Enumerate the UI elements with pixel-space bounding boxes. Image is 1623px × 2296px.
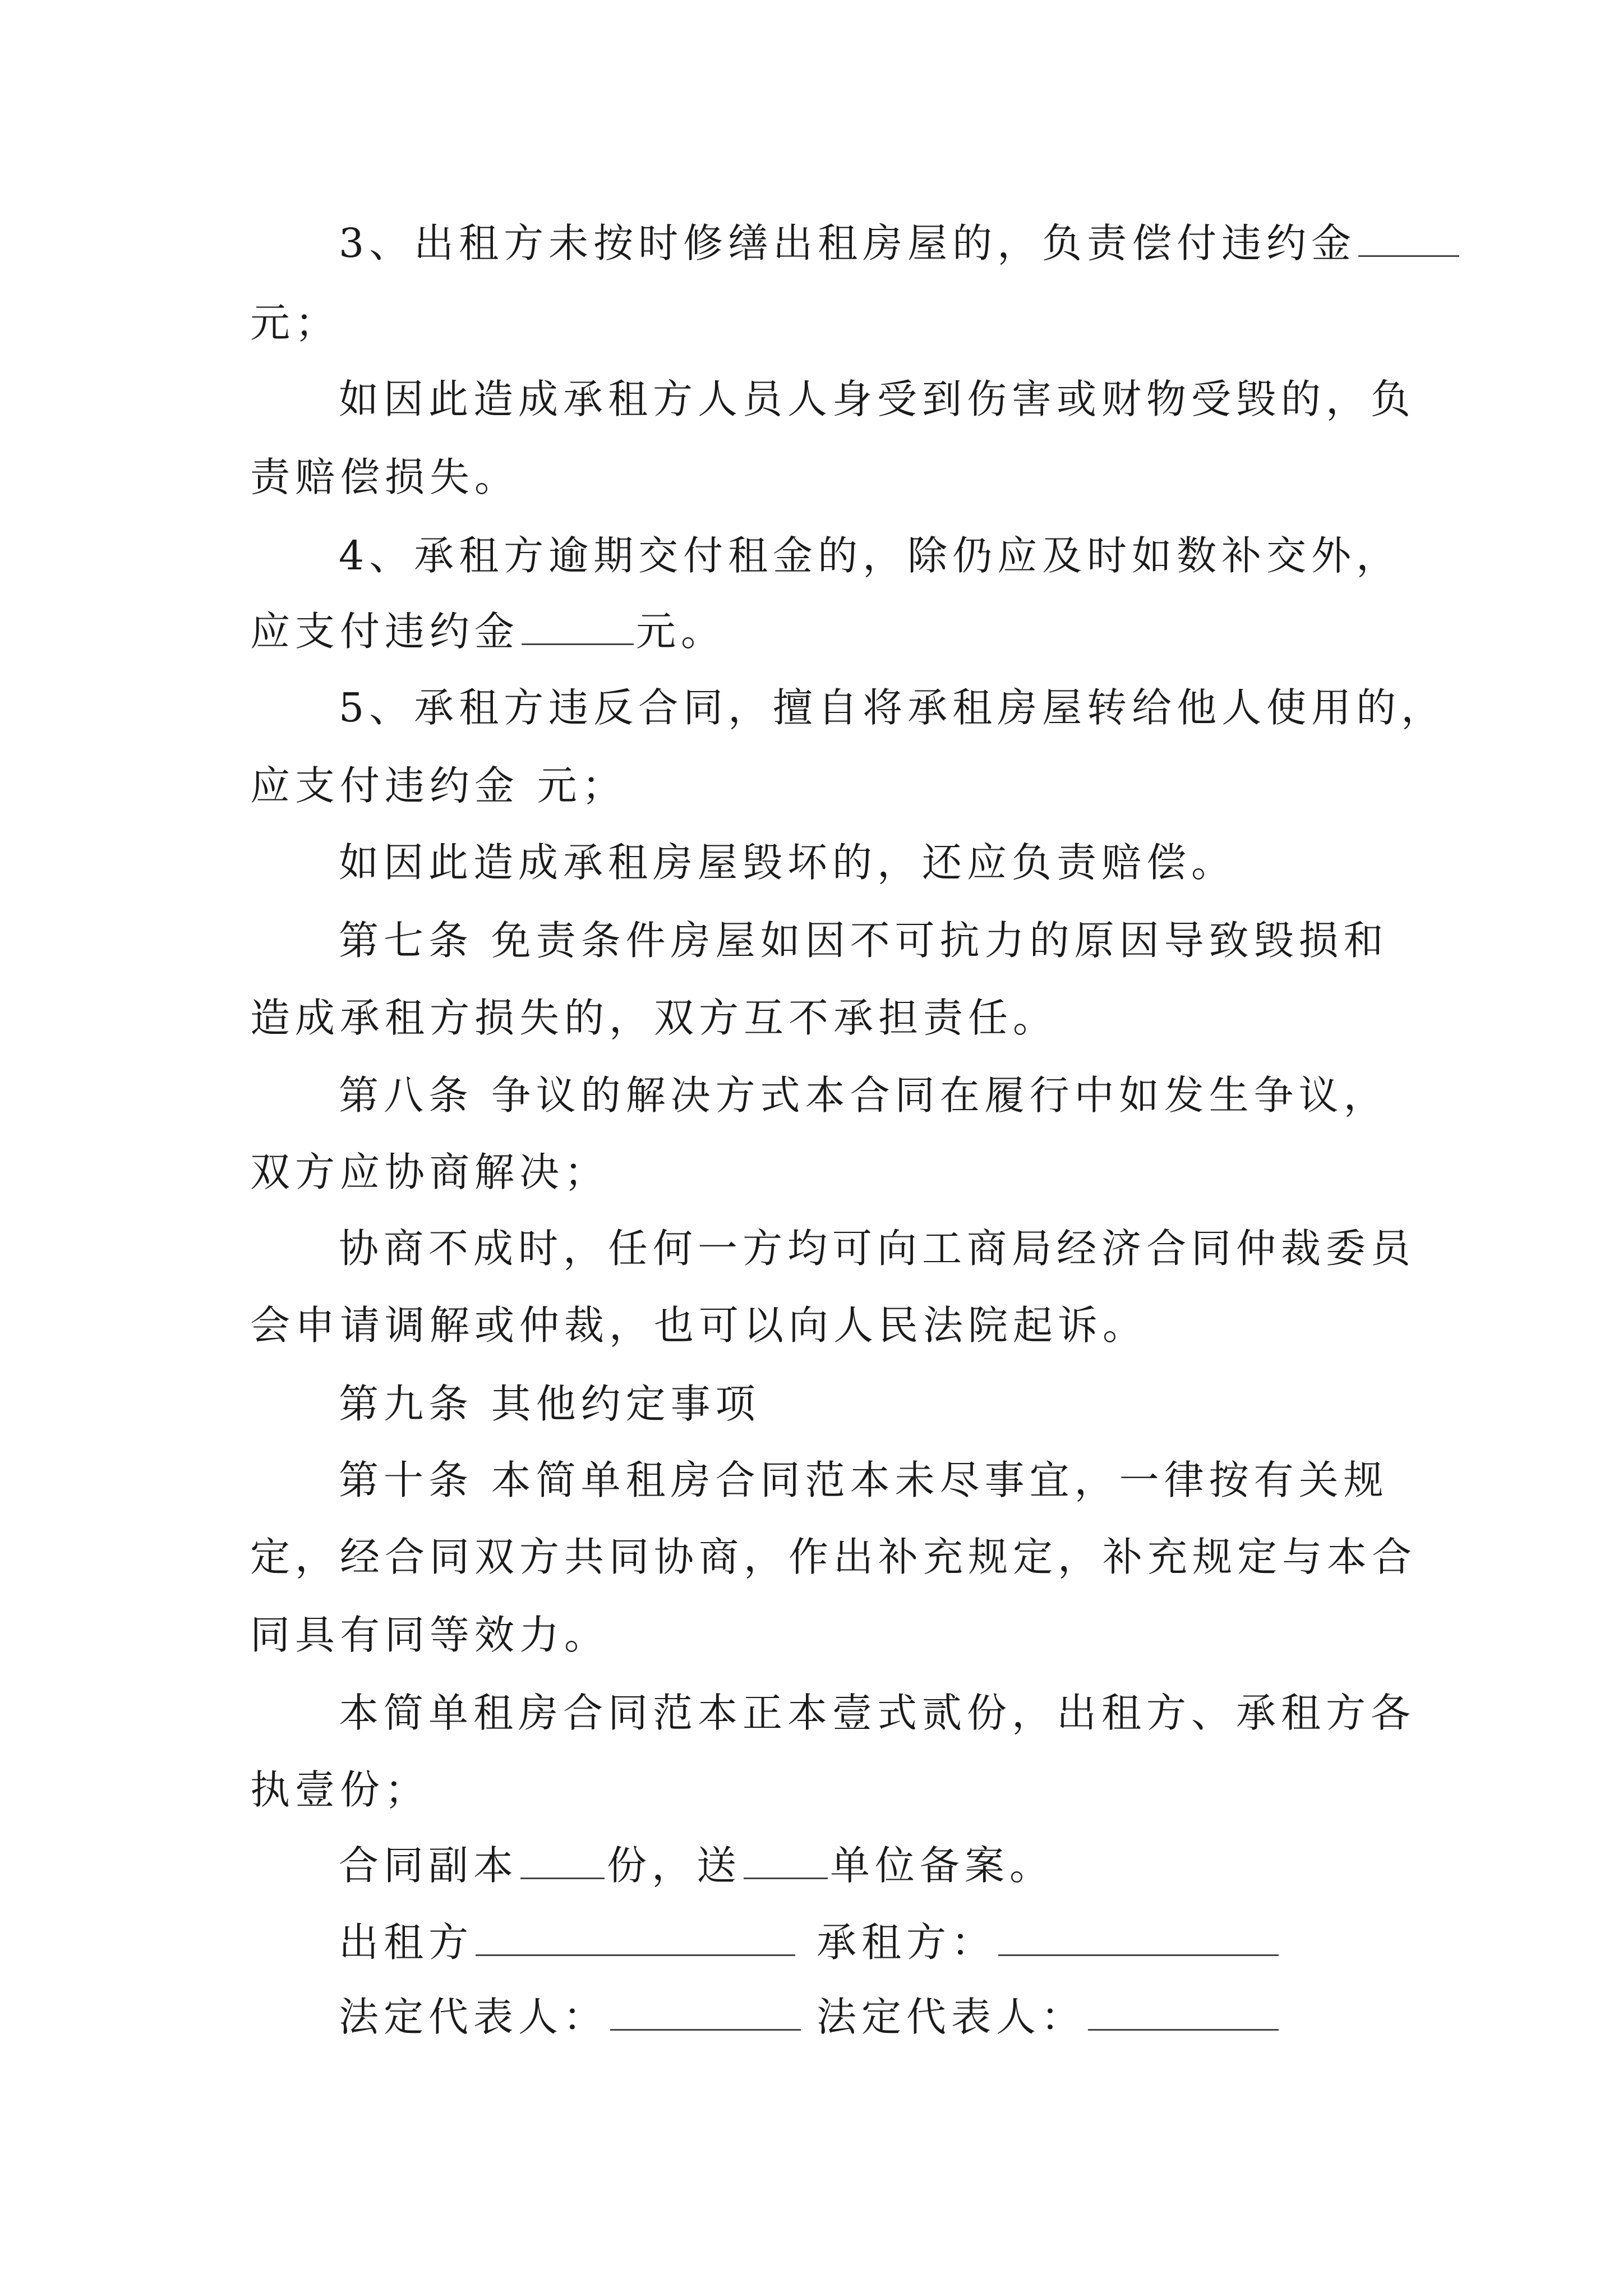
fill-in-blank — [1358, 250, 1459, 257]
text-run: 5、承租方违反合同，擅自将承租房屋转给他人使用的， — [339, 684, 1446, 731]
article-9-heading — [339, 1381, 760, 1427]
clause-line — [250, 1612, 610, 1658]
text-run: 4、承租方逾期交付租金的，除仍应及时如数补交外， — [339, 532, 1401, 579]
text-run: 3、出租方未按时修缮出租房屋的，负责偿付违约金 — [339, 220, 1357, 266]
text-run: 单位备案。 — [830, 1842, 1055, 1889]
text-run: 元； — [250, 300, 340, 346]
clause-line — [250, 1766, 430, 1813]
clause-line — [250, 1302, 1148, 1349]
text-run: 第七条 免责条件房屋如因不可抗力的原因导致毁损和 — [339, 917, 1389, 964]
text-run: 协商不成时，任何一方均可向工商局经济合同仲裁委员 — [339, 1225, 1416, 1272]
text-run: 第八条 争议的解决方式本合同在履行中如发生争议， — [339, 1072, 1389, 1119]
clause-line — [339, 1690, 1416, 1736]
clause-line — [339, 839, 1237, 886]
lessee-signature-blank — [998, 1949, 1279, 1956]
clause-line — [250, 608, 726, 655]
lessee-label: 承租方： — [817, 1919, 997, 1966]
text-run: 责赔偿损失。 — [250, 454, 520, 500]
signature-row-parties — [339, 1919, 997, 1966]
text-run: 同具有同等效力。 — [250, 1612, 610, 1658]
text-run: 应支付违约金 — [250, 608, 520, 655]
signature-row-legal-reps — [339, 1994, 1086, 2040]
article-10-heading — [339, 1457, 1389, 1503]
clause-line — [250, 300, 340, 346]
fill-in-blank — [522, 638, 634, 645]
lessor-label: 出租方 — [339, 1919, 474, 1966]
clause-line — [339, 1225, 1416, 1272]
text-run: 如因此造成承租房屋毁坏的，还应负责赔偿。 — [339, 839, 1237, 886]
clause-line — [339, 376, 1416, 422]
text-run: 第十条 本简单租房合同范本未尽事宜，一律按有关规 — [339, 1457, 1389, 1503]
article-8-heading — [339, 1072, 1389, 1119]
legal-rep-left-label: 法定代表人： — [339, 1994, 608, 2040]
legal-rep-right-label: 法定代表人： — [817, 1994, 1086, 2040]
legal-rep-right-block — [817, 1994, 1281, 2040]
article-7-heading — [339, 917, 1389, 964]
text-run: 双方应协商解决； — [250, 1149, 610, 1195]
fill-in-blank — [520, 1872, 605, 1879]
lessor-signature-blank — [476, 1949, 795, 1956]
clause-line — [339, 532, 1401, 579]
clause-line — [339, 220, 1461, 266]
clause-line — [250, 1149, 610, 1195]
lessee-block — [817, 1919, 1281, 1966]
text-run: 元。 — [636, 608, 726, 655]
legal-rep-right-blank — [1088, 2023, 1279, 2031]
legal-rep-left-blank — [610, 2023, 801, 2031]
text-run: 合同副本 — [339, 1842, 519, 1889]
fill-in-blank — [744, 1872, 828, 1879]
text-run: 定，经合同双方共同协商，作出补充规定，补充规定与本合 — [250, 1534, 1417, 1580]
text-run: 如因此造成承租方人员人身受到伤害或财物受毁的，负 — [339, 376, 1416, 422]
text-run: 第九条 其他约定事项 — [339, 1381, 760, 1427]
text-run: 会申请调解或仲裁，也可以向人民法院起诉。 — [250, 1302, 1148, 1349]
clause-line — [250, 762, 627, 809]
clause-line — [250, 454, 520, 500]
text-run: 执壹份； — [250, 1766, 430, 1813]
clause-line — [339, 684, 1446, 731]
text-run: 本简单租房合同范本正本壹式贰份，出租方、承租方各 — [339, 1690, 1416, 1736]
clause-line — [339, 1842, 1055, 1889]
clause-line — [250, 1534, 1417, 1580]
text-run: 应支付违约金 元； — [250, 762, 627, 809]
text-run: 份，送 — [607, 1842, 742, 1889]
clause-line — [250, 995, 1058, 1041]
text-run: 造成承租方损失的，双方互不承担责任。 — [250, 995, 1058, 1041]
